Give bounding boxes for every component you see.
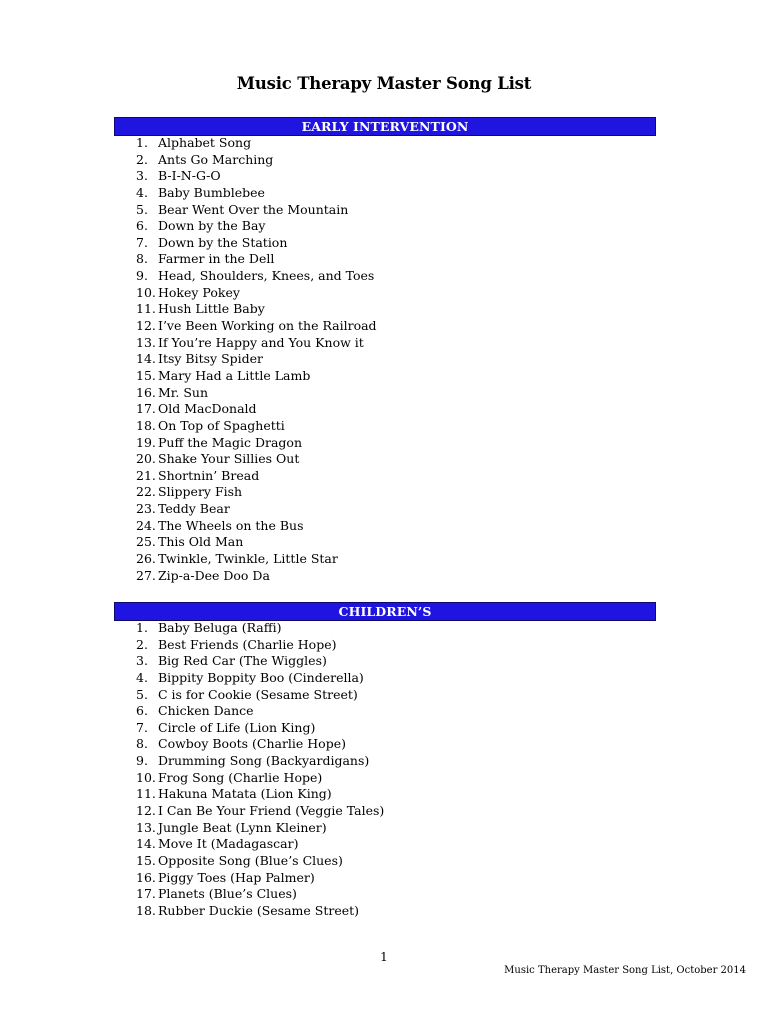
song-title: Puff the Magic Dragon	[158, 434, 303, 450]
item-number: 21.	[136, 467, 156, 483]
list-item	[136, 568, 377, 585]
song-title: C is for Cookie (Sesame Street)	[158, 686, 358, 702]
song-title: B-I-N-G-O	[158, 168, 221, 184]
section-header-early-intervention: EARLY INTERVENTION	[114, 117, 656, 136]
item-number: 2.	[136, 151, 148, 167]
list-item	[136, 468, 377, 485]
list-item	[136, 168, 377, 185]
song-title: On Top of Spaghetti	[158, 417, 285, 433]
song-title: Farmer in the Dell	[158, 251, 275, 267]
list-item	[136, 385, 377, 402]
item-number: 16.	[136, 384, 156, 400]
list-item	[136, 501, 377, 518]
item-number: 4.	[136, 669, 148, 685]
song-title: Cowboy Boots (Charlie Hope)	[158, 736, 346, 752]
list-item	[136, 218, 377, 235]
song-title: Frog Song (Charlie Hope)	[158, 769, 323, 785]
item-number: 12.	[136, 803, 156, 819]
list-item	[136, 268, 377, 285]
list-item	[136, 803, 384, 820]
list-item	[136, 903, 384, 920]
list-item	[136, 820, 384, 837]
item-number: 6.	[136, 218, 148, 234]
song-title: Piggy Toes (Hap Palmer)	[158, 869, 315, 885]
song-title: Hush Little Baby	[158, 301, 265, 317]
song-title: Ants Go Marching	[158, 151, 274, 167]
item-number: 3.	[136, 653, 148, 669]
list-item	[136, 653, 384, 670]
list-item	[136, 853, 384, 870]
item-number: 15.	[136, 367, 156, 383]
list-item	[136, 335, 377, 352]
song-title: If You’re Happy and You Know it	[158, 334, 364, 350]
song-title: Opposite Song (Blue’s Clues)	[158, 852, 343, 868]
list-item	[136, 786, 384, 803]
song-title: Mary Had a Little Lamb	[158, 367, 311, 383]
list-item	[136, 736, 384, 753]
list-item	[136, 753, 384, 770]
song-list-childrens	[136, 620, 384, 920]
song-title: Itsy Bitsy Spider	[158, 351, 264, 367]
page-number: 1	[380, 950, 388, 964]
song-title: Zip-a-Dee Doo Da	[158, 567, 270, 583]
list-item	[136, 620, 384, 637]
song-title: I Can Be Your Friend (Veggie Tales)	[158, 803, 385, 819]
list-item	[136, 202, 377, 219]
item-number: 2.	[136, 636, 148, 652]
item-number: 27.	[136, 567, 156, 583]
list-item	[136, 152, 377, 169]
song-title: Down by the Bay	[158, 218, 266, 234]
song-title: Best Friends (Charlie Hope)	[158, 636, 337, 652]
list-item	[136, 418, 377, 435]
song-title: Baby Bumblebee	[158, 184, 265, 200]
item-number: 26.	[136, 551, 156, 567]
item-number: 11.	[136, 301, 156, 317]
item-number: 14.	[136, 351, 156, 367]
item-number: 17.	[136, 886, 156, 902]
item-number: 25.	[136, 534, 156, 550]
item-number: 6.	[136, 703, 148, 719]
list-item	[136, 637, 384, 654]
item-number: 3.	[136, 168, 148, 184]
list-item	[136, 703, 384, 720]
item-number: 22.	[136, 484, 156, 500]
item-number: 7.	[136, 719, 148, 735]
list-item	[136, 451, 377, 468]
song-title: Alphabet Song	[158, 135, 252, 150]
song-title: Hakuna Matata (Lion King)	[158, 786, 332, 802]
song-title: Bippity Boppity Boo (Cinderella)	[158, 669, 364, 685]
item-number: 12.	[136, 318, 156, 334]
item-number: 23.	[136, 501, 156, 517]
list-item	[136, 135, 377, 152]
item-number: 7.	[136, 234, 148, 250]
item-number: 1.	[136, 620, 148, 635]
item-number: 18.	[136, 417, 156, 433]
item-number: 19.	[136, 434, 156, 450]
item-number: 9.	[136, 753, 148, 769]
song-title: Chicken Dance	[158, 703, 254, 719]
document-title: Music Therapy Master Song List	[236, 74, 532, 93]
song-title: Baby Beluga (Raffi)	[158, 620, 282, 635]
list-item	[136, 484, 377, 501]
footer-text: Music Therapy Master Song List, October 2014	[504, 965, 746, 976]
song-title: Shortnin’ Bread	[158, 467, 260, 483]
song-title: Jungle Beat (Lynn Kleiner)	[158, 819, 327, 835]
song-title: Shake Your Sillies Out	[158, 451, 300, 467]
list-item	[136, 368, 377, 385]
list-item	[136, 301, 377, 318]
item-number: 11.	[136, 786, 156, 802]
list-item	[136, 551, 377, 568]
item-number: 17.	[136, 401, 156, 417]
list-item	[136, 251, 377, 268]
item-number: 5.	[136, 686, 148, 702]
list-item	[136, 770, 384, 787]
list-item	[136, 518, 377, 535]
song-title: This Old Man	[158, 534, 244, 550]
song-title: Big Red Car (The Wiggles)	[158, 653, 327, 669]
song-title: Old MacDonald	[158, 401, 257, 417]
item-number: 9.	[136, 268, 148, 284]
list-item	[136, 534, 377, 551]
item-number: 10.	[136, 284, 156, 300]
list-item	[136, 687, 384, 704]
item-number: 18.	[136, 902, 156, 918]
list-item	[136, 285, 377, 302]
song-list-early-intervention	[136, 135, 377, 584]
list-item	[136, 720, 384, 737]
item-number: 1.	[136, 135, 148, 150]
list-item	[136, 670, 384, 687]
item-number: 10.	[136, 769, 156, 785]
item-number: 24.	[136, 517, 156, 533]
song-title: I’ve Been Working on the Railroad	[158, 318, 377, 334]
song-title: Bear Went Over the Mountain	[158, 201, 349, 217]
item-number: 8.	[136, 736, 148, 752]
item-number: 4.	[136, 184, 148, 200]
song-title: Teddy Bear	[158, 501, 230, 517]
song-title: Head, Shoulders, Knees, and Toes	[158, 268, 375, 284]
song-title: Planets (Blue’s Clues)	[158, 886, 297, 902]
song-title: Twinkle, Twinkle, Little Star	[158, 551, 338, 567]
song-title: Mr. Sun	[158, 384, 209, 400]
list-item	[136, 836, 384, 853]
song-title: Down by the Station	[158, 234, 288, 250]
item-number: 16.	[136, 869, 156, 885]
list-item	[136, 318, 377, 335]
item-number: 8.	[136, 251, 148, 267]
list-item	[136, 886, 384, 903]
song-title: Hokey Pokey	[158, 284, 240, 300]
item-number: 5.	[136, 201, 148, 217]
song-title: Rubber Duckie (Sesame Street)	[158, 902, 360, 918]
item-number: 14.	[136, 836, 156, 852]
list-item	[136, 235, 377, 252]
song-title: Move It (Madagascar)	[158, 836, 299, 852]
song-title: Circle of Life (Lion King)	[158, 719, 316, 735]
item-number: 13.	[136, 819, 156, 835]
list-item	[136, 401, 377, 418]
song-title: Slippery Fish	[158, 484, 243, 500]
song-title: The Wheels on the Bus	[158, 517, 304, 533]
item-number: 13.	[136, 334, 156, 350]
section-header-childrens: CHILDREN’S	[114, 602, 656, 621]
item-number: 20.	[136, 451, 156, 467]
list-item	[136, 351, 377, 368]
item-number: 15.	[136, 852, 156, 868]
list-item	[136, 435, 377, 452]
song-title: Drumming Song (Backyardigans)	[158, 753, 370, 769]
list-item	[136, 185, 377, 202]
list-item	[136, 870, 384, 887]
